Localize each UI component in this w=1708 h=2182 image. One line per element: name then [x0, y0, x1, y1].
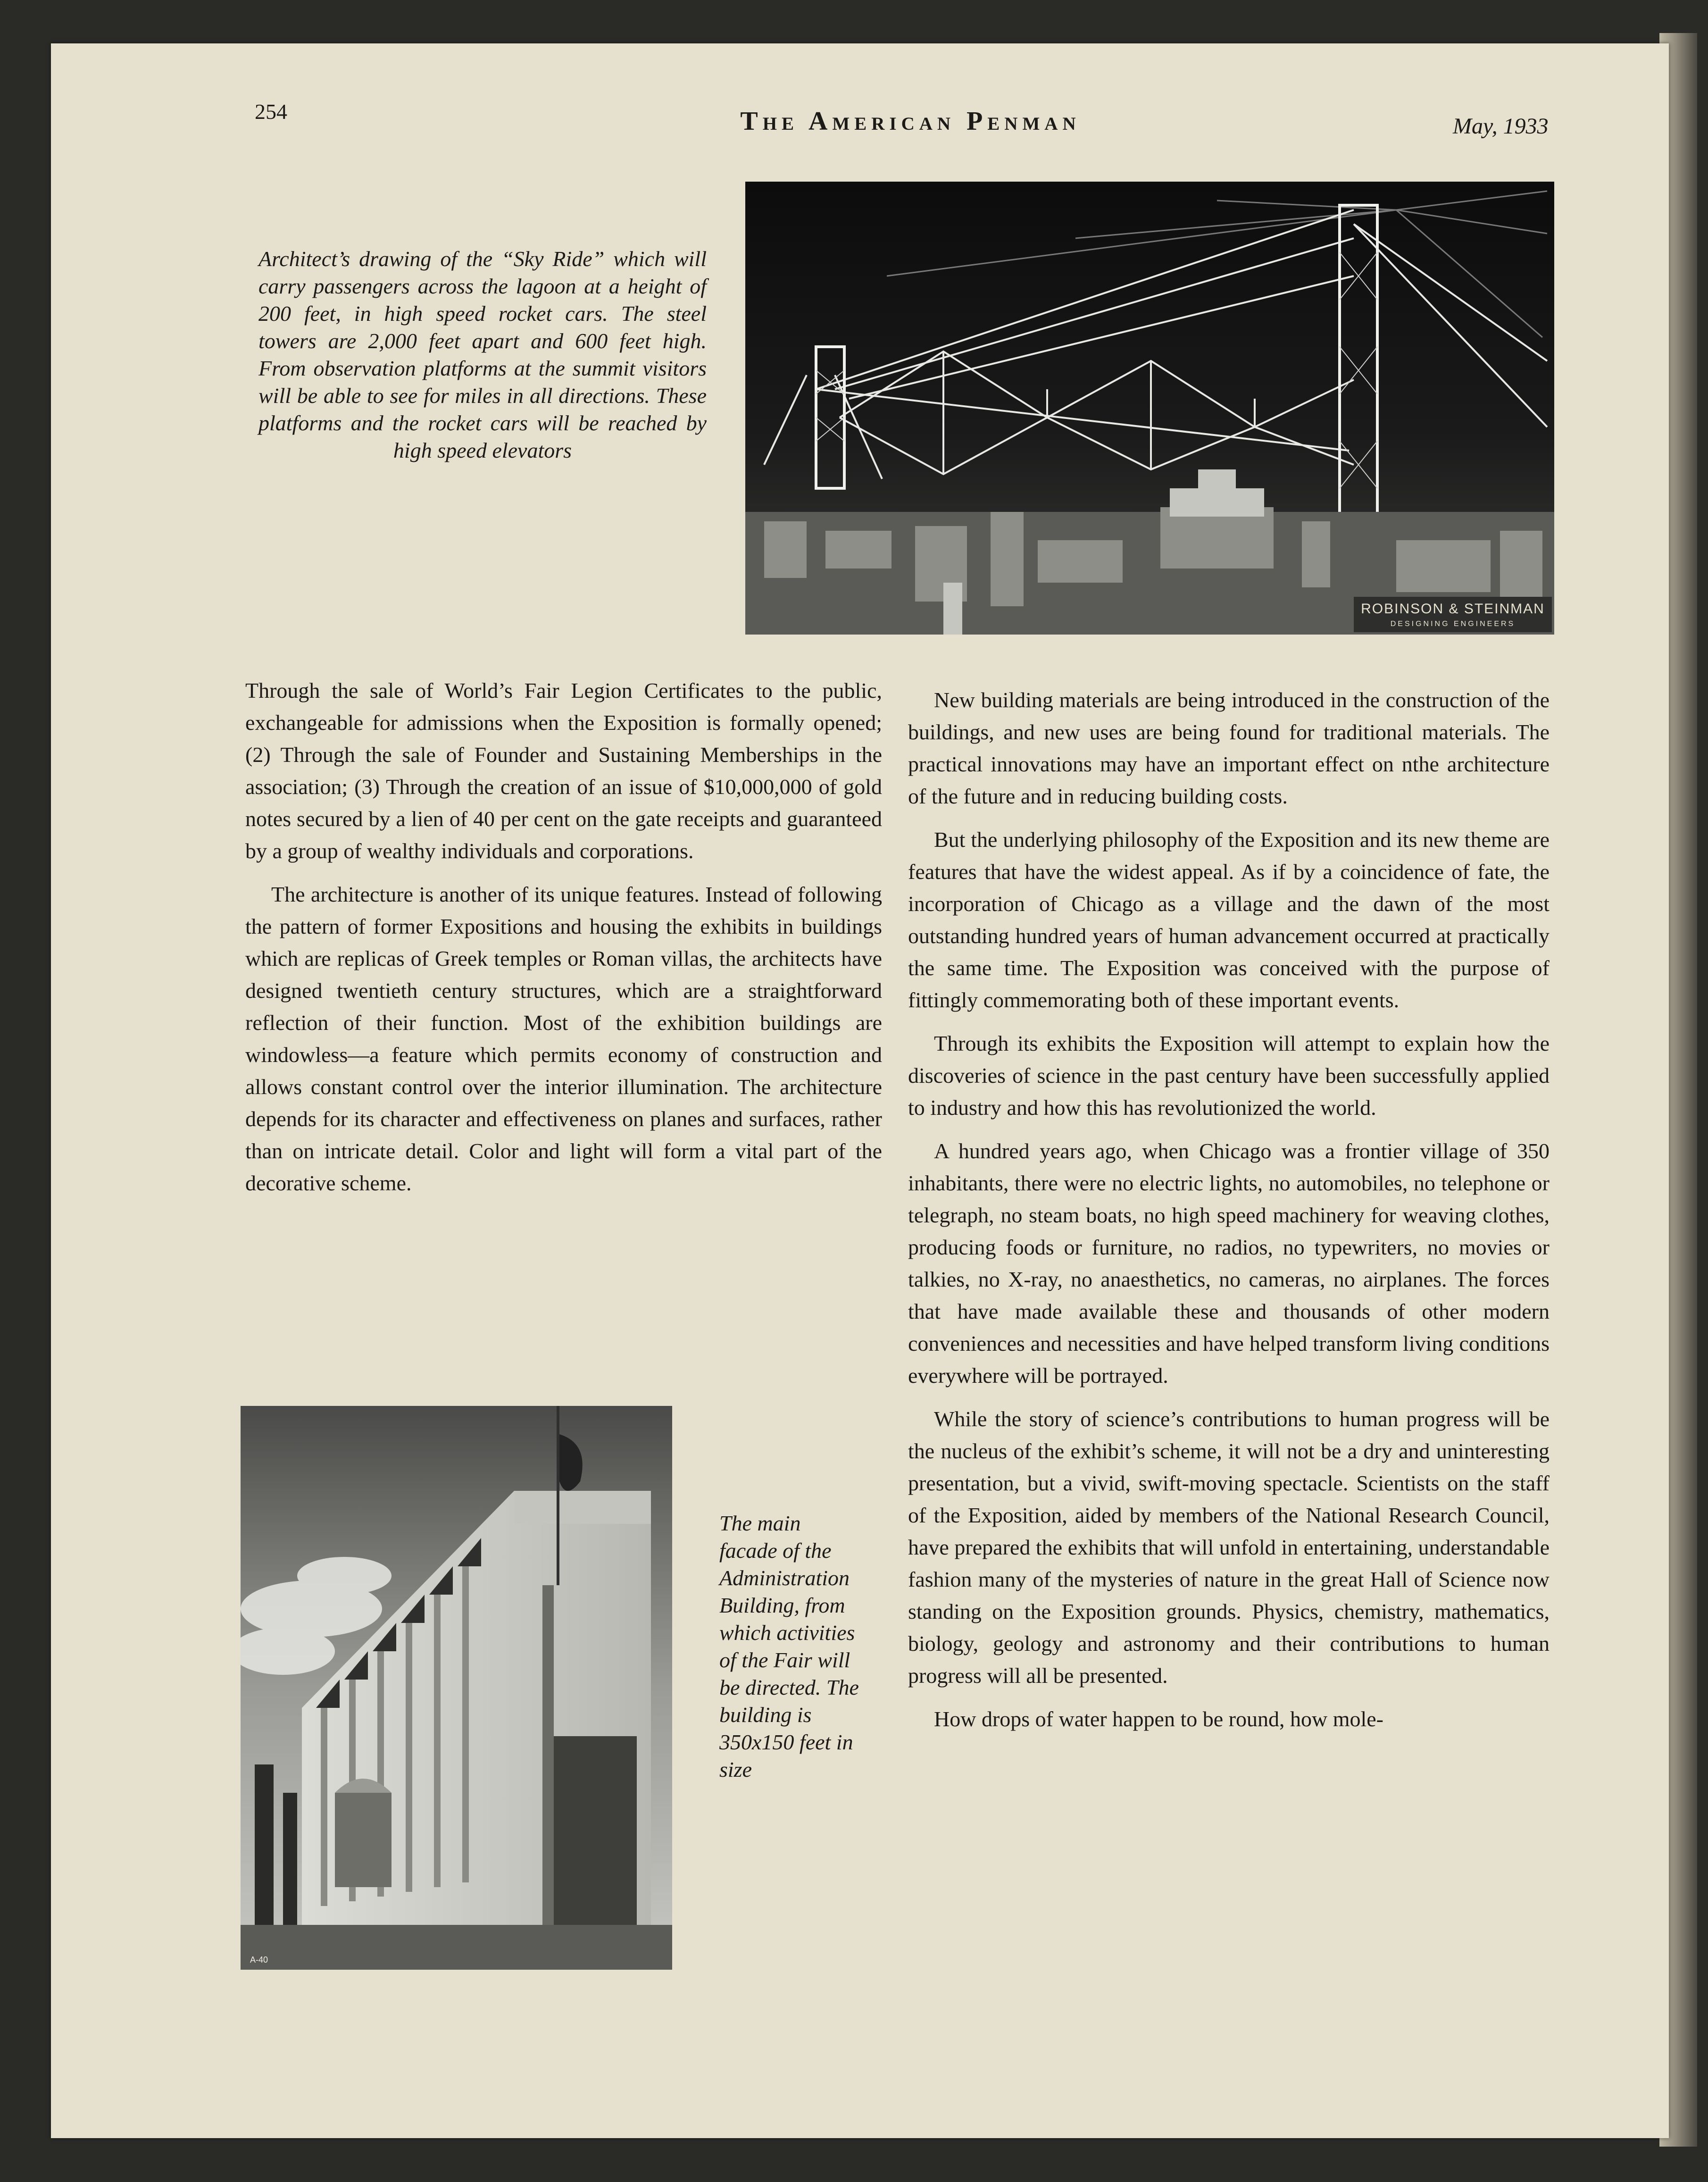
running-title: The American Penman: [740, 107, 1081, 136]
paragraph: While the story of science’s contributions to human progress will be the nucleus of the exhibit’s scheme, it will not be a dry and uninteresting presentation, but a vivid, swift-moving spectacle. Scientists on the staff of the Exposition, aided by members of the National Research Council, have prepared the exhibits that will unfold in entertaining, understandable fashion many of the mysteries of nature in the great Hall of Science now standing on the Exposition grounds. Physics, chemistry, mathematics, biology, geology and astronomy and their contributions to human progress will all be presented.: [908, 1407, 1550, 1688]
paragraph: New building materials are being introduced in the construction of the buildings, and new uses are being found for traditional materials. The practical innovations may have an important effect on nthe architecture of the future and in reducing building costs.: [908, 688, 1550, 808]
paragraph: The architecture is another of its unique features. Instead of following the pattern of former Expositions and housing the exhibits in buildings which are replicas of Greek temples or Roman villas, the architects have designed twentieth century structures, which are a straightforward reflection of their function. Most of the exhibition buildings are windowless—a feature which permits economy of construction and allows constant control over the interior illumination. The architecture depends for its character and effectiveness on planes and surfaces, rather than on intricate detail. Color and light will form a vital part of the decorative scheme.: [245, 882, 882, 1195]
paragraph: But the underlying philosophy of the Exposition and its new theme are features that have the widest appeal. As if by a coincidence of fate, the incorporation of Chicago as a village and the dawn of the most outstanding hundred years of human advancement occurred at practically the same time. The Exposition was conceived with the purpose of fittingly commemorating both of these important events.: [908, 828, 1550, 1012]
administration-building-caption: The main facade of the Administration Building, from which activities of the Fair will be directed. The building is 350x150 feet in size: [719, 1511, 859, 1781]
sky-ride-caption: Architect’s drawing of the “Sky Ride” which will carry passengers across the lagoon at a height of 200 feet, in high speed rocket cars. The steel towers are 2,000 feet apart and 600 feet high. From observation platforms at the summit visitors will be able to see for miles in all directions. These platforms and the rocket cars will be reached by high speed elevators: [258, 247, 707, 462]
paragraph: How drops of water happen to be round, how mole-: [934, 1707, 1383, 1731]
photo-credit: ROBINSON & STEINMAN: [1361, 601, 1545, 617]
sky-ride-illustration: [745, 182, 1554, 635]
page-number: 254: [255, 100, 287, 124]
issue-date: May, 1933: [1453, 114, 1549, 139]
sky-ride-drawing: [745, 182, 1554, 635]
paragraph: Through the sale of World’s Fair Legion Certificates to the public, exchangeable for admissions when the Exposition is formally opened; (2) Through the sale of Founder and Sustaining Memberships in the association; (3) Through the creation of an issue of $10,000,000 of gold notes secured by a lien of 40 per cent on the gate receipts and guaranteed by a group of wealthy individuals and corporations.: [245, 678, 882, 863]
photo-credit-subtitle: DESIGNING ENGINEERS: [1390, 620, 1516, 628]
administration-building-photo: [241, 1406, 672, 1970]
paragraph: A hundred years ago, when Chicago was a frontier village of 350 inhabitants, there were no electric lights, no automobiles, no telephone or telegraph, no steam boats, no high speed machinery for weaving clothes, producing foods or furniture, no radios, no typewriters, no movies or talkies, no X-ray, no anaesthetics, no cameras, no airplanes. The forces that have made available these and thousands of other modern conveniences and necessities and have helped transform living conditions everywhere will be portrayed.: [908, 1139, 1550, 1388]
administration-building-image: [241, 1406, 672, 1970]
photo-code: A-40: [250, 1955, 268, 1965]
paragraph: Through its exhibits the Exposition will attempt to explain how the discoveries of science in the past century have been successfully applied to industry and how this has revolutionized the world.: [908, 1031, 1550, 1120]
right-column-text: [908, 684, 1550, 1747]
left-column-text: [245, 675, 882, 1211]
